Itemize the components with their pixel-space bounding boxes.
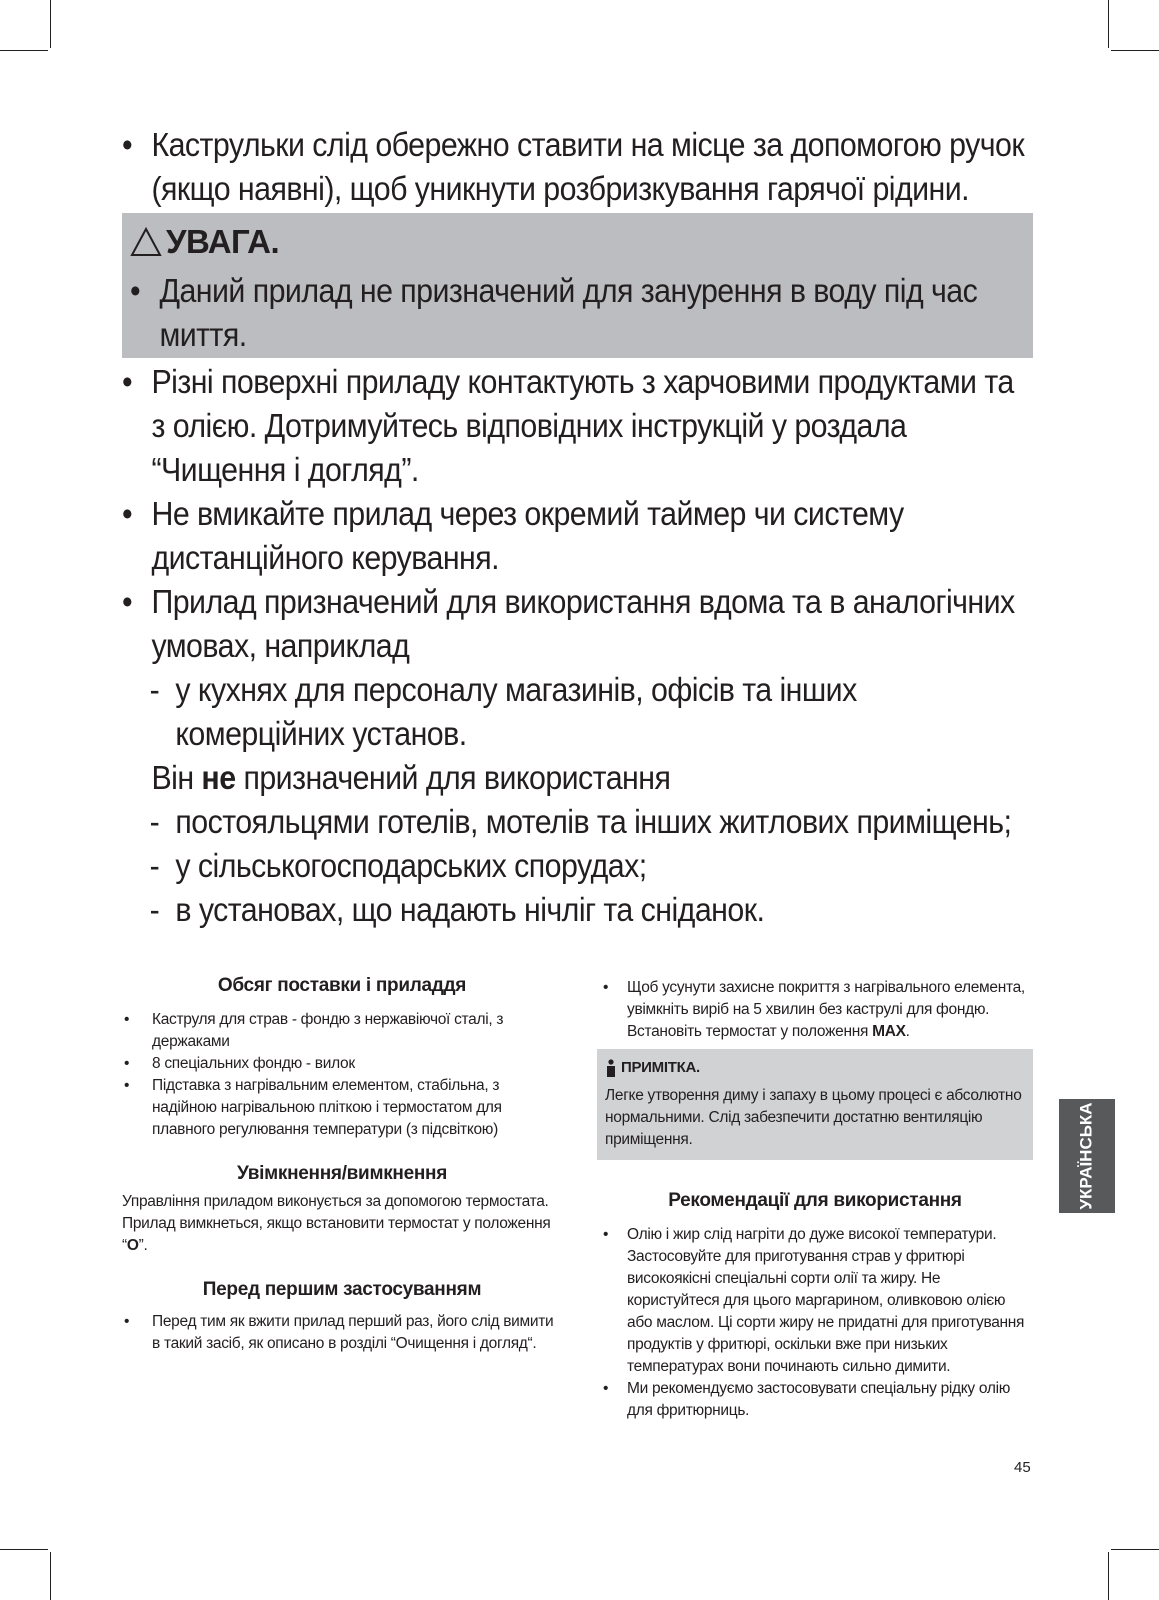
bullet-marker: •: [122, 363, 133, 400]
list-item-text: в установах, що надають нічліг та сніданок.: [175, 891, 765, 928]
note-title-text: ПРИМІТКА.: [621, 1059, 700, 1076]
list-item-text: Щоб усунути захисне покриття з нагрівального елемента, увімкніть виріб на 5 хвилин без каструлі для фондю. Встановіть термостат у положення: [627, 979, 1025, 1040]
crop-mark: [1108, 1552, 1109, 1600]
section-heading-first-use: Перед першим застосуванням: [202, 1279, 482, 1300]
list-item-text: Даний прилад не призначений для занурення в воду під час миття.: [159, 272, 978, 353]
right-column-top: [597, 977, 1033, 1043]
language-side-tab: [1059, 1099, 1115, 1213]
list-item: [122, 360, 1033, 492]
list-item: [122, 123, 1033, 211]
not-intended-intro: [122, 756, 1033, 800]
dash-marker: -: [149, 891, 160, 928]
list-item-text: у сільськогосподарських спорудах;: [175, 847, 647, 884]
intro-text: Він: [151, 759, 202, 796]
info-icon: [605, 1059, 617, 1077]
list-item-text: Підставка з нагрівальним елементом, стабільна, з надійною нагрівальною пліткою і термостатом для плавного регулювання температури (з підсвіткою): [152, 1077, 502, 1138]
list-item-text: .: [905, 1023, 910, 1040]
warning-title-text: УВАГА.: [166, 223, 280, 260]
crop-mark: [1108, 0, 1109, 48]
list-item-text: у кухнях для персоналу магазинів, офісів та інших комерційних установ.: [175, 671, 857, 752]
list-item: [122, 1009, 562, 1053]
warning-title: [130, 223, 279, 261]
bullet-marker: •: [122, 495, 133, 532]
paragraph: Управління приладом виконується за допомогою термостата.: [122, 1193, 549, 1210]
sub-list-item: [122, 800, 1033, 844]
paragraph-text: Прилад вимкнеться, якщо встановити термостат у положення “: [122, 1215, 551, 1254]
right-column-bottom: [597, 1190, 1033, 1422]
warning-box: [122, 213, 1033, 358]
list-item: [130, 269, 1041, 357]
sub-list-item: [122, 888, 1033, 932]
page-number: 45: [1014, 1459, 1031, 1476]
top-bullet-list-1: [122, 123, 1033, 211]
note-box: [597, 1049, 1033, 1160]
intro-bold: не: [201, 759, 236, 796]
list-item: [122, 580, 1033, 668]
warning-triangle-icon: [130, 227, 162, 257]
paragraph: [122, 1213, 562, 1257]
note-body: Легке утворення диму і запаху в цьому процесі є абсолютно нормальними. Слід забезпечити достатню вентиляцію приміщення.: [605, 1087, 1022, 1148]
list-item-text: Каструльки слід обережно ставити на місце за допомогою ручок (якщо наявні), щоб уникнути розбризкування гарячої рідини.: [151, 126, 1025, 207]
sub-list-item: [122, 668, 1033, 756]
list-item-text: Ми рекомендуємо застосовувати спеціальну рідку олію для фритюрниць.: [627, 1380, 1011, 1419]
bullet-marker: •: [124, 1077, 130, 1094]
list-item-text: Перед тим як вжити прилад перший раз, його слід вимити в такий засіб, як описано в розділі “Очищення і догляд“.: [152, 1313, 554, 1352]
top-bullet-list-2: [122, 360, 1033, 932]
list-item-text: Різні поверхні приладу контактують з харчовими продуктами та з олією. Дотримуйтесь відповідних інструкцій у роздала “Чищення і догляд”.: [151, 363, 1014, 488]
list-item-text: 8 спеціальних фондю - вилок: [152, 1055, 355, 1072]
bullet-marker: •: [124, 1313, 130, 1330]
bullet-marker: •: [603, 979, 609, 996]
list-item-text: Не вмикайте прилад через окремий таймер чи систему дистанційного керування.: [151, 495, 904, 576]
section-heading-onoff: Увімкнення/вимкнення: [237, 1163, 447, 1184]
list-item: [122, 1053, 562, 1075]
crop-mark: [0, 50, 48, 51]
bullet-marker: •: [603, 1226, 609, 1243]
list-item: [122, 492, 1033, 580]
bullet-marker: •: [130, 272, 141, 309]
list-item: [597, 1378, 1033, 1422]
crop-mark: [50, 0, 51, 48]
crop-mark: [50, 1552, 51, 1600]
list-item-text: Каструля для страв - фондю з нержавіючої сталі, з держаками: [152, 1011, 504, 1050]
dash-marker: -: [149, 803, 160, 840]
paragraph-text: ”.: [138, 1237, 148, 1254]
bullet-marker: •: [122, 583, 133, 620]
list-item-text: Прилад призначений для використання вдома та в аналогічних умовах, наприклад: [151, 583, 1015, 664]
list-item-text: Олію і жир слід нагріти до дуже високої температури. Застосовуйте для приготування страв у фритюрі високоякісні спеціальні сорти олії та жиру. Не користуйтеся для цього маргарином, оливковою олією або маслом. Ці сорти жиру не придатні для приготування продуктів у фритюрі, оскільки вже при низьких температурах вони починають сильно димити.: [627, 1226, 1025, 1375]
left-column: [122, 975, 562, 1355]
intro-text: призначений для використання: [235, 759, 671, 796]
section-heading-delivery: Обсяг поставки і приладдя: [217, 975, 467, 996]
bullet-marker: •: [122, 126, 133, 163]
paragraph-bold: O: [126, 1237, 139, 1254]
crop-mark: [0, 1549, 48, 1550]
list-item: [597, 1224, 1033, 1378]
dash-marker: -: [149, 671, 160, 708]
warning-body: [130, 269, 1041, 357]
bullet-marker: •: [124, 1011, 130, 1028]
language-tab-label: УКРАЇНСЬКА: [1077, 1102, 1097, 1210]
list-item-bold: MAX: [872, 1023, 906, 1040]
dash-marker: -: [149, 847, 160, 884]
crop-mark: [1111, 50, 1159, 51]
section-heading-recommend: Рекомендації для використання: [668, 1190, 962, 1211]
crop-mark: [1111, 1549, 1159, 1550]
list-item-text: постояльцями готелів, мотелів та інших житлових приміщень;: [175, 803, 1012, 840]
sub-list-item: [122, 844, 1033, 888]
list-item: [597, 977, 1033, 1043]
list-item: [122, 1075, 562, 1141]
list-item: [122, 1311, 562, 1355]
bullet-marker: •: [603, 1380, 609, 1397]
note-title: [605, 1057, 700, 1079]
bullet-marker: •: [124, 1055, 130, 1072]
